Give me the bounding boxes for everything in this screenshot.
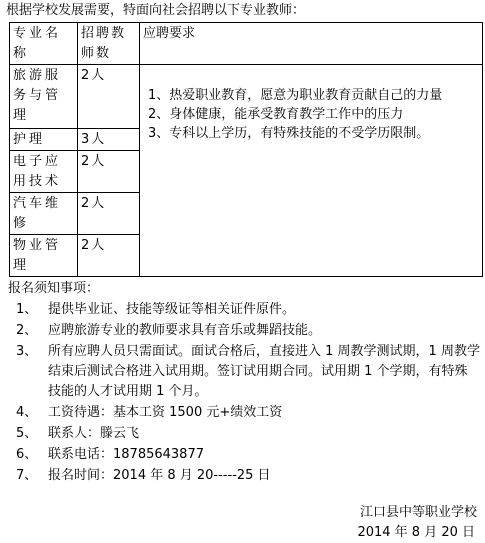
issue-date: 2014 年 8 月 20 日: [357, 525, 475, 540]
cell-count: 2人: [78, 65, 140, 129]
note-number: 3、: [16, 344, 38, 359]
header-count: 招聘教师数: [78, 23, 140, 65]
recruitment-table: [9, 22, 483, 277]
list-item: [8, 424, 480, 444]
requirement-item: 1、热爱职业教育，愿意为职业教育贡献自己的力量: [148, 88, 443, 103]
header-requirements: 应聘要求: [140, 23, 483, 65]
header-major: 专业名称: [10, 23, 78, 65]
intro-text: 根据学校发展需要，特面向社会招聘以下专业教师：: [6, 3, 306, 18]
note-text: 报名时间：2014 年 8 月 20-----25 日: [48, 468, 271, 483]
note-number: 6、: [16, 447, 38, 462]
cell-count: 2人: [78, 193, 140, 235]
note-text: 工资待遇：基本工资 1500 元+绩效工资: [48, 405, 283, 420]
cell-count: 2人: [78, 151, 140, 193]
cell-count: 2人: [78, 235, 140, 277]
list-item: [8, 300, 480, 320]
note-text: 联系电话：18785643877: [48, 447, 204, 462]
note-text: 联系人：滕云飞: [48, 426, 140, 441]
note-text: 所有应聘人员只需面试。面试合格后，直接进入 1 周教学测试期，1 周教学结束后测试合格进入试用期。签订试用期合同。试用期 1 个学期，有特殊技能的人才试用期 1 个月。: [48, 344, 480, 399]
requirement-item: 2、身体健康，能承受教育教学工作中的压力: [148, 107, 404, 122]
cell-count: 3人: [78, 129, 140, 151]
list-item: [8, 445, 480, 465]
cell-major: 护理: [10, 129, 78, 151]
note-number: 2、: [16, 323, 38, 338]
note-number: 4、: [16, 405, 38, 420]
list-item: [8, 466, 480, 486]
notes-section: [8, 279, 480, 486]
note-number: 1、: [16, 302, 38, 317]
cell-major: 旅游服务与管理: [10, 65, 78, 129]
table-header-row: [10, 23, 483, 65]
requirements-cell: [140, 65, 483, 277]
cell-major: 物业管理: [10, 235, 78, 277]
note-number: 5、: [16, 426, 38, 441]
list-item: [8, 403, 480, 423]
note-number: 7、: [16, 468, 38, 483]
notes-title: 报名须知事项：: [8, 281, 100, 296]
table-row: [10, 65, 483, 129]
requirement-item: 3、专科以上学历，有特殊技能的不受学历限制。: [148, 126, 430, 141]
cell-major: 汽车维修: [10, 193, 78, 235]
note-text: 提供毕业证、技能等级证等相关证件原件。: [48, 302, 296, 317]
list-item: [8, 321, 480, 341]
list-item: [8, 342, 480, 402]
school-name: 江口县中等职业学校: [359, 505, 477, 520]
cell-major: 电子应用技术: [10, 151, 78, 193]
note-text: 应聘旅游专业的教师要求具有音乐或舞蹈技能。: [48, 323, 322, 338]
